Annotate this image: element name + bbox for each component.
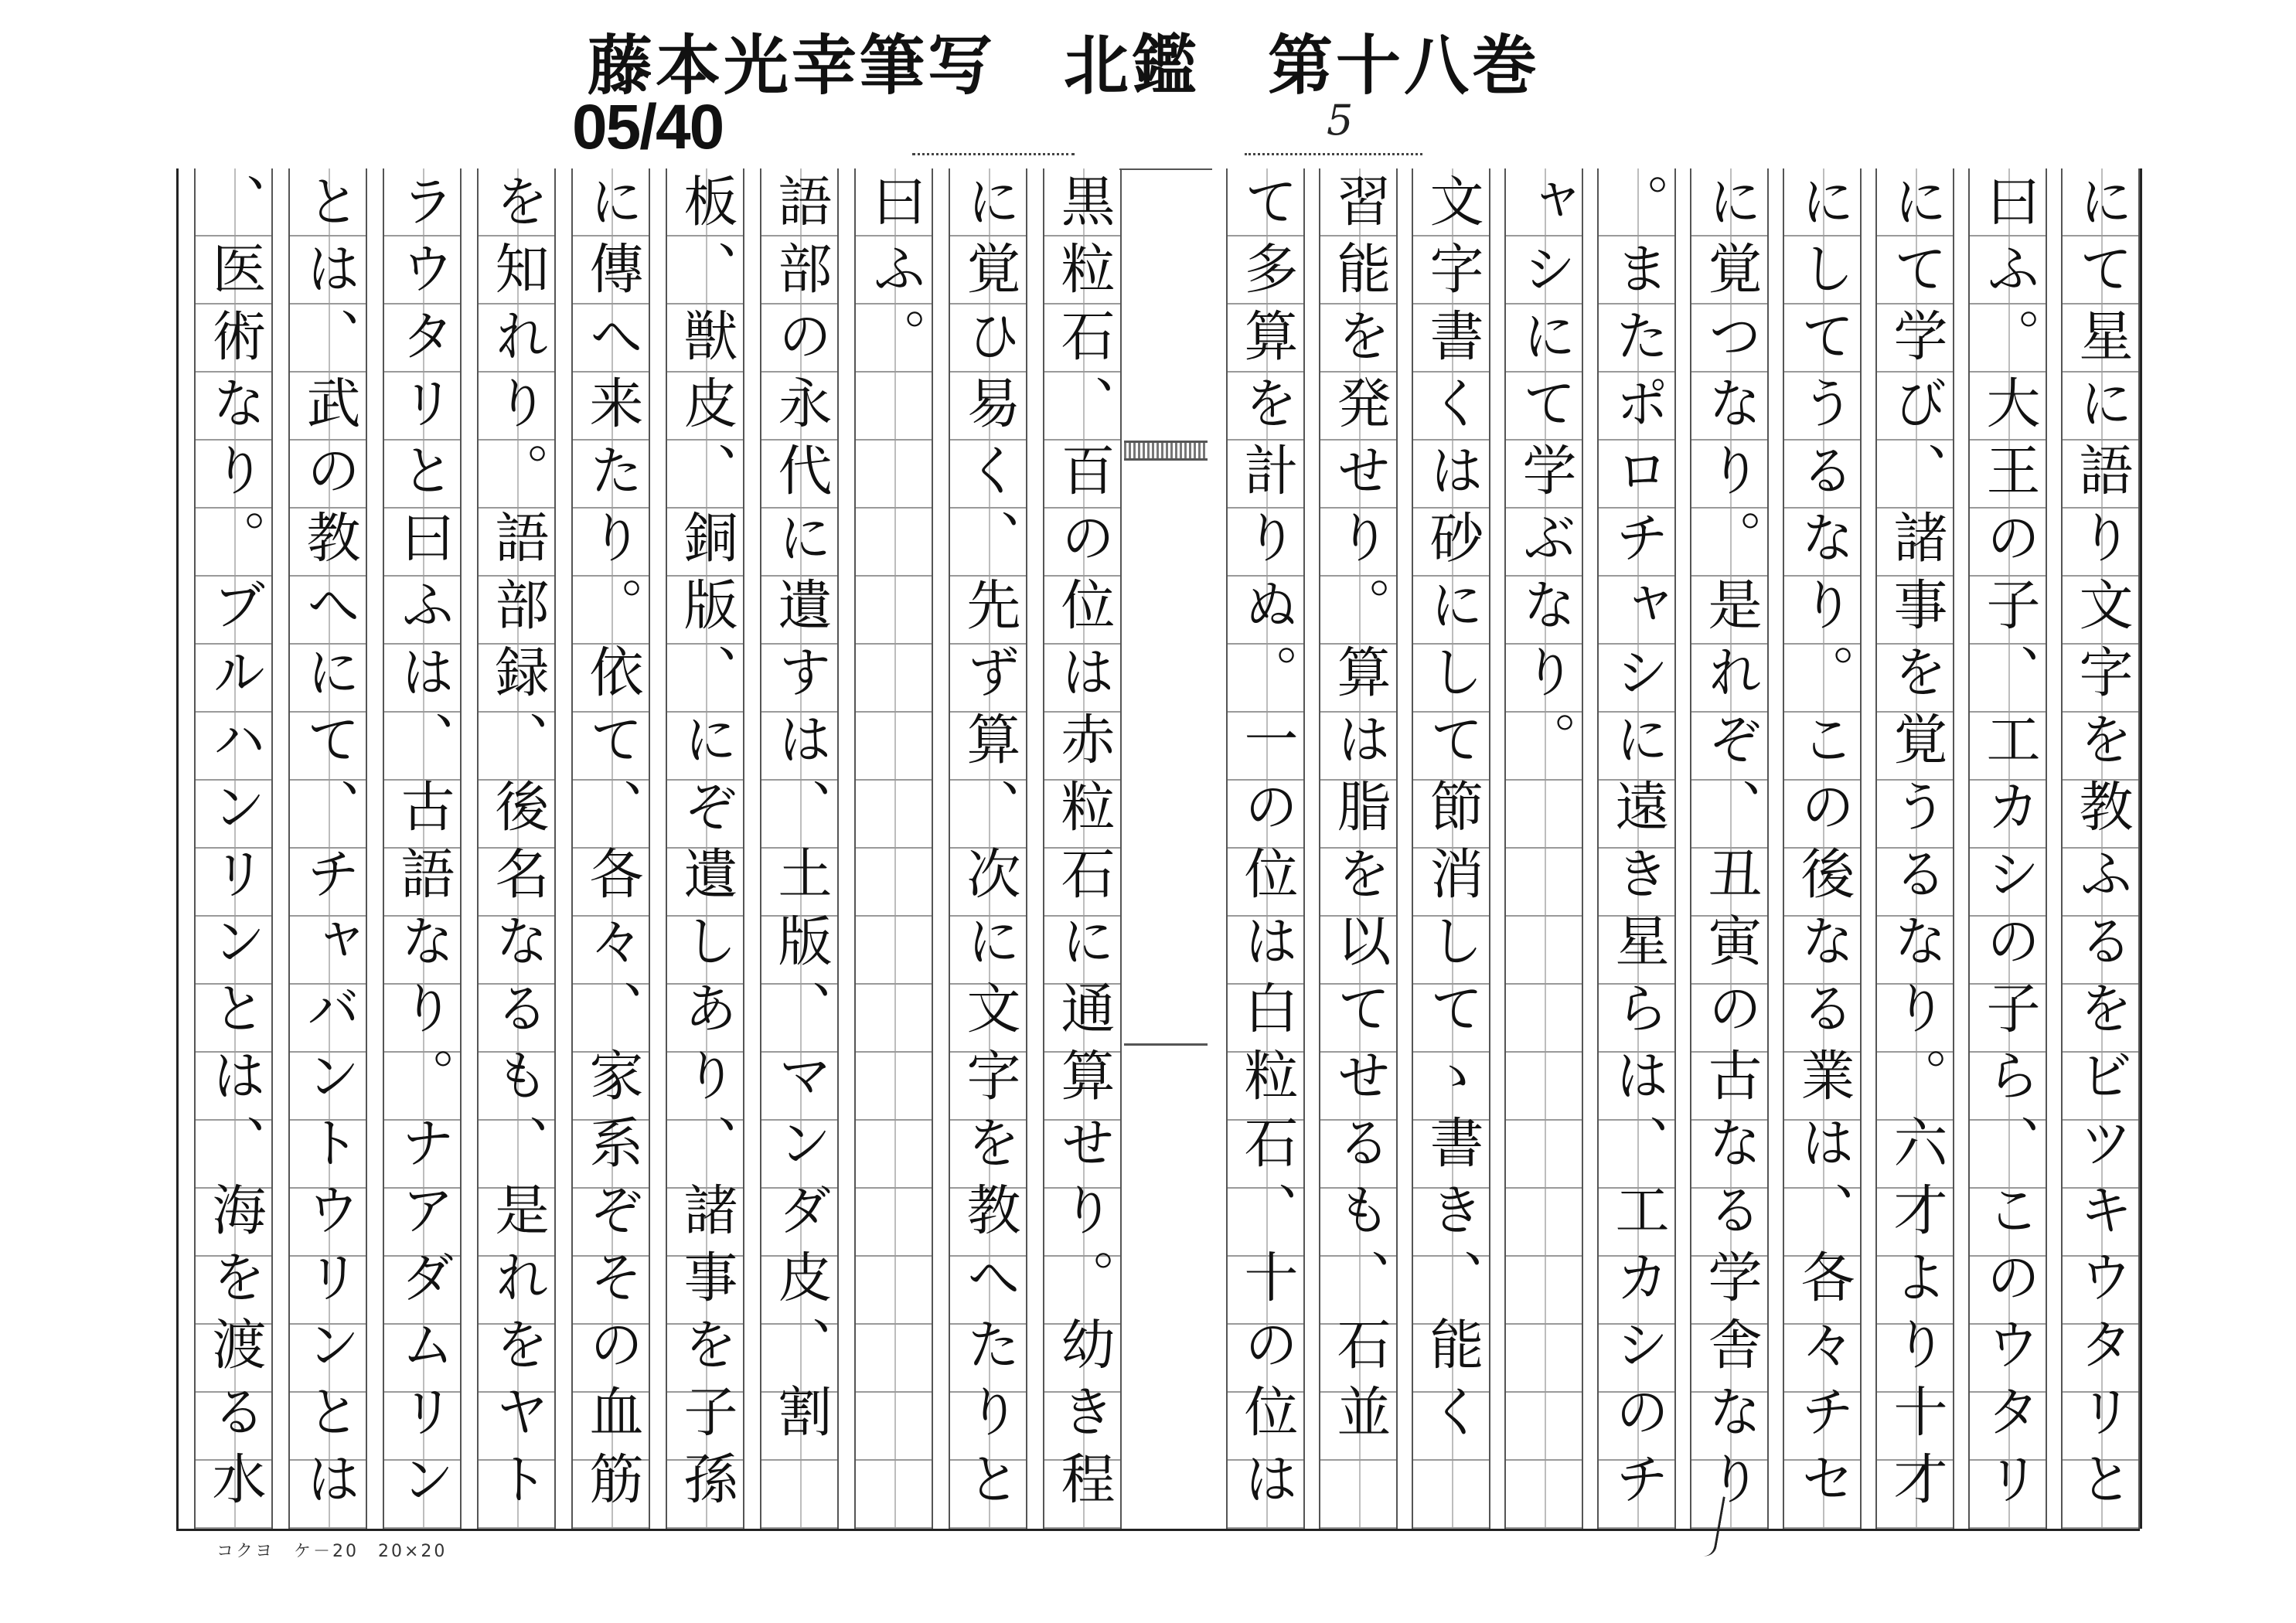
manuscript-column [1412, 168, 1490, 1529]
gutter-binding-mark [1124, 441, 1208, 461]
manuscript-column [2061, 168, 2140, 1529]
manuscript-column [1690, 168, 1769, 1529]
column-text: 。またポロチャシに遠き星らは、工カシのチ [1606, 173, 1670, 1518]
manuscript-column [1783, 168, 1862, 1529]
column-text: を知れり。語部録、後名なるも、是れをヤト [486, 173, 550, 1518]
document-title: 藤本光幸筆写 北鑑 第十八巻 [588, 28, 1541, 104]
manuscript-column [1319, 168, 1398, 1529]
manuscript-column [1504, 168, 1583, 1529]
column-text: ャシにて学ぶなり。 [1514, 173, 1577, 778]
dotted-rule-left [912, 153, 1075, 155]
manuscript-column [1226, 168, 1305, 1529]
paper-label: コクヨ ケ－20 20×20 [216, 1542, 448, 1561]
manuscript-column [1875, 168, 1954, 1529]
left-page [176, 168, 1122, 1529]
column-text: ラウタリと曰ふは、古語なり。ナアダムリン [392, 173, 455, 1518]
manuscript-sheet [176, 168, 2140, 1529]
manuscript-column [477, 168, 556, 1529]
column-text: て多算を計りぬ。一の位は白粒石、十の位は [1235, 173, 1299, 1518]
column-text: 、医術なり。ブルハンリンとは、海を渡る水 [203, 173, 267, 1518]
column-text: にしてうるなり。この後なる業は、各々チセ [1792, 173, 1855, 1518]
manuscript-column [666, 168, 744, 1529]
dotted-rule-right [1245, 153, 1422, 155]
sheet-number: 5 [1327, 96, 1354, 145]
column-text: 文字書くは砂にして節消してゝ書き、能く [1421, 173, 1484, 1451]
page-number: 05/40 [572, 92, 724, 162]
column-text: とは、武の教へにて、チャバントウリンとは [298, 173, 361, 1518]
manuscript-column [383, 168, 462, 1529]
manuscript-column [288, 168, 367, 1529]
manuscript-column [194, 168, 273, 1529]
column-text: 黒粒石、百の位は赤粒石に通算せり。幼き程 [1052, 173, 1116, 1518]
manuscript-column [1968, 168, 2047, 1529]
column-text: 語部の永代に遺すは、土版、マンダ皮、割 [769, 173, 833, 1451]
column-text: 習能を発せり。算は脂を以てせるも、石並 [1328, 173, 1392, 1451]
manuscript-column [854, 168, 933, 1529]
manuscript-column [1043, 168, 1122, 1529]
center-gutter [1119, 168, 1212, 1529]
gutter-rule [1119, 168, 1212, 170]
column-text: に覚つなり。是れぞ、丑寅の古なる学舎なり [1699, 173, 1763, 1518]
bottom-rule [176, 1529, 2140, 1531]
column-text: に覚ひ易く、先ず算、次に文字を教へたりと [958, 173, 1021, 1518]
right-page [1212, 168, 2142, 1529]
gutter-binding-mark [1124, 1043, 1208, 1053]
column-text: にて学び、諸事を覚うるなり。六才より十才 [1885, 173, 1948, 1518]
manuscript-column [571, 168, 650, 1529]
column-text: 板、獣皮、銅版、にぞ遺しあり、諸事を子孫 [675, 173, 738, 1518]
column-text: 曰ふ。 [864, 173, 927, 375]
column-text: 曰ふ。大王の子、工カシの子ら、このウタリ [1977, 173, 2041, 1518]
manuscript-column [1597, 168, 1676, 1529]
manuscript-column [760, 168, 839, 1529]
manuscript-column [949, 168, 1027, 1529]
column-text: に傳へ来たり。依て、各々、家系ぞその血筋 [581, 173, 644, 1518]
column-text: にて星に語り文字を教ふるをビツキウタリと [2070, 173, 2134, 1518]
